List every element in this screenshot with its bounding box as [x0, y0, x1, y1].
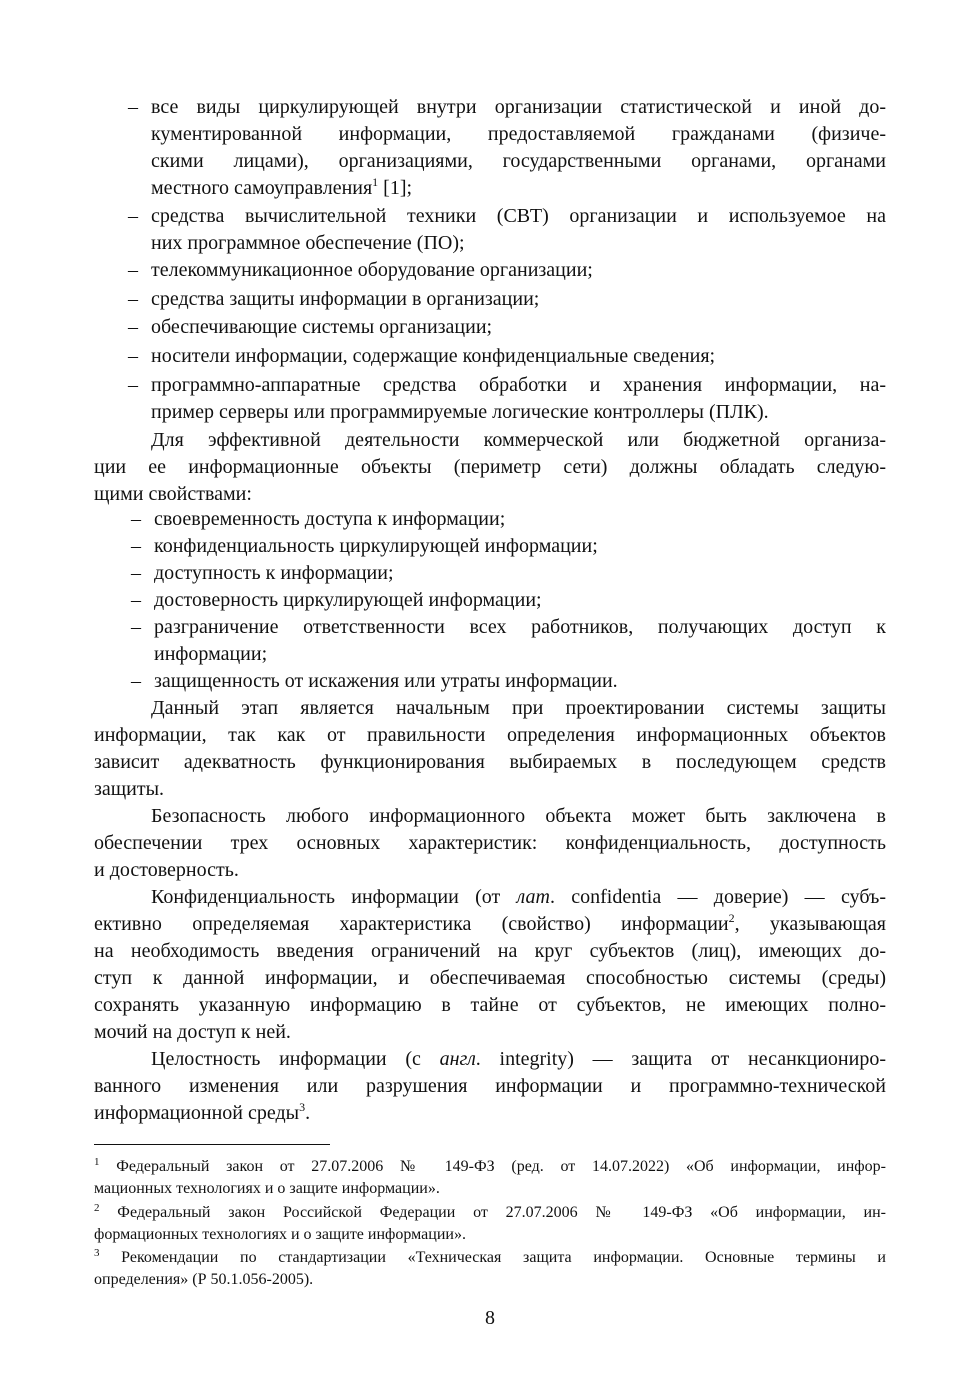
page-number: 8	[485, 1307, 495, 1329]
paragraph-line: ции ее информационные объекты (периметр сети) должны обладать следую-	[94, 456, 886, 478]
paragraph-line: и достоверность.	[94, 859, 239, 881]
paragraph-line: Данный этап является начальным при проектировании системы защиты	[151, 697, 886, 719]
list-item-line: разграничение ответственности всех работников, получающих доступ к	[154, 616, 886, 638]
paragraph-line: ступ к данной информации, и обеспечиваемая способностью системы (среды)	[94, 967, 886, 989]
list-item-line: доступность к информации;	[154, 562, 394, 584]
list-item-line: конфиденциальность циркулирующей информации;	[154, 535, 598, 557]
paragraph-line: ективно определяемая характеристика (свойство) информации$^2$, указывающая	[94, 911, 887, 935]
list-item-line: программно-аппаратные средства обработки и хранения информации, на-	[151, 374, 886, 396]
list-item-line: скими лицами), организациями, государственными органами, органами	[151, 150, 886, 172]
paragraph-line: зависит адекватность функционирования выбираемых в последующем средств	[94, 751, 886, 773]
list-marker: –	[128, 288, 138, 310]
list-marker: –	[128, 316, 138, 338]
english-abbreviation: англ	[439, 1048, 476, 1070]
list-marker: –	[128, 345, 138, 367]
list-marker: –	[131, 535, 141, 557]
list-item-line: своевременность доступа к информации;	[154, 508, 506, 530]
paragraph-line: ванного изменения или разрушения информации и программно-технической	[94, 1075, 886, 1097]
list-item-line: телекоммуникационное оборудование организации;	[151, 259, 593, 281]
list-item-line: них программное обеспечение (ПО);	[151, 232, 465, 254]
paragraph-line: обеспечении трех основных характеристик: конфиденциальность, доступность	[94, 832, 886, 854]
list-marker: –	[131, 508, 141, 530]
list-item-line: средства защиты информации в организации;	[151, 288, 540, 310]
footnote-ref: 2	[728, 911, 735, 925]
list-marker: –	[131, 670, 141, 692]
footnote-ref: 1	[372, 175, 379, 189]
footnote-number: 3	[94, 1247, 100, 1259]
footnote-line: $^1$ Федеральный закон от 27.07.2006 № 149-ФЗ (ред. от 14.07.2022) «Об информации, инфор-	[94, 1156, 886, 1175]
paragraph-line: Целостность информации (с англ. integrity) — защита от несанкциониро-	[151, 1048, 886, 1070]
list-item-line: все виды циркулирующей внутри организации статистической и иной до-	[151, 96, 886, 118]
list-marker: –	[128, 259, 138, 281]
list-marker: –	[128, 374, 138, 396]
list-item-line: пример серверы или программируемые логические контроллеры (ПЛК).	[151, 401, 769, 423]
list-item-line: средства вычислительной техники (СВТ) организации и используемое на	[151, 205, 886, 227]
list-item-line: обеспечивающие системы организации;	[151, 316, 493, 338]
paragraph-line: информационной среды$^3$.	[94, 1100, 311, 1124]
list-item-line: кументированной информации, предоставляемой гражданами (физиче-	[151, 123, 886, 145]
list-item-line: защищенность от искажения или утраты информации.	[154, 670, 618, 692]
paragraph-line: Безопасность любого информационного объекта может быть заключена в	[151, 805, 886, 827]
footnote-line: формационных технологиях и о защите информации».	[94, 1226, 466, 1243]
paragraph-line: Конфиденциальность информации (от лат. confidentia — доверие) — субъ-	[151, 886, 886, 908]
footnote-divider	[94, 1144, 330, 1145]
list-marker: –	[131, 589, 141, 611]
footnote-line: мационных технологиях и о защите информации».	[94, 1180, 440, 1197]
list-marker: –	[128, 96, 138, 118]
footnote-line: $^2$ Федеральный закон Российской Федерации от 27.07.2006 № 149-ФЗ «Об информации, ин-	[94, 1202, 886, 1221]
paragraph-line: мочий на доступ к ней.	[94, 1021, 291, 1043]
list-marker: –	[131, 616, 141, 638]
paragraph-line: информации, так как от правильности определения информационных объектов	[94, 724, 886, 746]
footnote-number: 2	[94, 1202, 100, 1214]
list-item-line: носители информации, содержащие конфиденциальные сведения;	[151, 345, 716, 367]
list-marker: –	[128, 205, 138, 227]
paragraph-line: щими свойствами:	[94, 483, 252, 505]
list-item-line: достоверность циркулирующей информации;	[154, 589, 542, 611]
paragraph-line: на необходимость введения ограничений на круг субъектов (лиц), имеющих до-	[94, 940, 886, 962]
footnote-line: $^3$ Рекомендации по стандартизации «Техническая защита информации. Основные термины и	[94, 1247, 886, 1266]
list-item-line: информации;	[154, 643, 268, 665]
list-item-line: местного самоуправления$^1$ [1];	[151, 175, 413, 199]
paragraph-line: Для эффективной деятельности коммерческой или бюджетной организа-	[151, 429, 886, 451]
list-marker: –	[131, 562, 141, 584]
latin-abbreviation: лат	[516, 886, 550, 908]
footnote-ref: 3	[299, 1100, 306, 1114]
paragraph-line: сохранять указанную информацию в тайне от субъектов, не имеющих полно-	[94, 994, 886, 1016]
footnote-number: 1	[94, 1156, 100, 1168]
footnote-line: определения» (Р 50.1.056-2005).	[94, 1271, 314, 1288]
paragraph-line: защиты.	[94, 778, 165, 800]
